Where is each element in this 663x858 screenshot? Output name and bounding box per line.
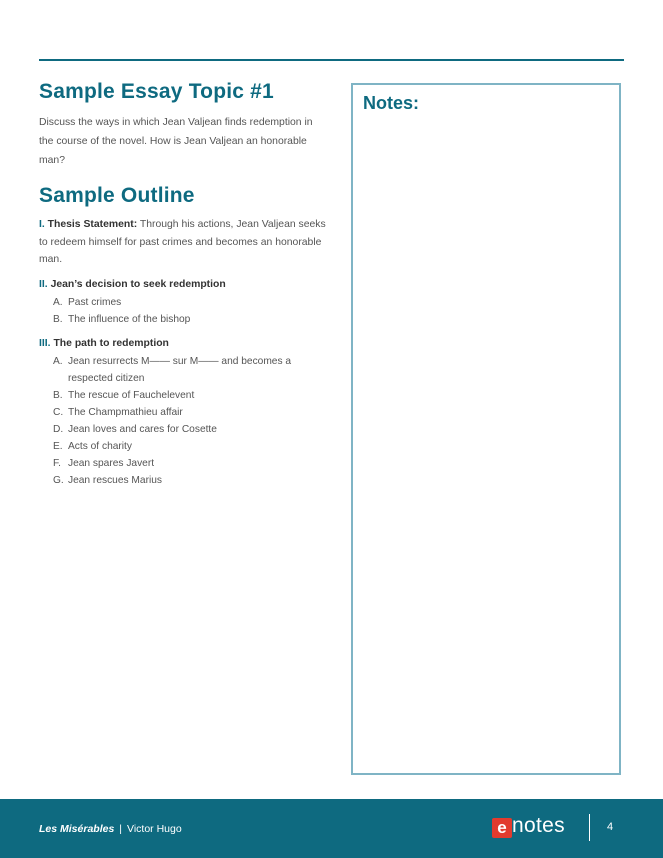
outline-items <box>39 294 329 328</box>
author-name: Victor Hugo <box>127 823 182 835</box>
outline-items <box>39 353 329 489</box>
section-number: III. <box>39 337 51 349</box>
book-title: Les Misérables <box>39 823 115 835</box>
list-item: A. Jean resurrects M—— sur M—— and becomes a respected citizen <box>53 355 292 384</box>
section-heading <box>39 278 329 292</box>
notes-title: Notes: <box>363 93 420 113</box>
footer <box>0 799 663 858</box>
list-item: F. Jean spares Javert <box>53 457 155 469</box>
notes-box <box>351 83 621 775</box>
page-number: 4 <box>607 821 614 833</box>
section-heading <box>39 337 329 351</box>
list-item: C. The Champmathieu affair <box>53 406 183 418</box>
footer-divider <box>589 814 590 841</box>
outline-title: Sample Outline <box>39 184 195 207</box>
footer-book-info <box>39 823 182 835</box>
list-item: B. The rescue of Fauchelevent <box>53 389 195 401</box>
list-item: B. The influence of the bishop <box>53 313 191 325</box>
section-heading-text: Jean’s decision to seek redemption <box>50 278 226 290</box>
section-number: II. <box>39 278 48 290</box>
thesis-text: Through his actions, Jean Valjean seeks to redeem himself for past crimes and becomes an honorable man. <box>39 219 326 265</box>
logo-e-icon: e <box>492 818 512 838</box>
list-item: G. Jean rescues Marius <box>53 474 162 486</box>
list-item: A. Past crimes <box>53 296 122 308</box>
footer-separator: | <box>119 823 123 835</box>
thesis-number: I. <box>39 219 45 230</box>
essay-topic-title: Sample Essay Topic #1 <box>39 80 274 103</box>
list-item: E. Acts of charity <box>53 440 132 452</box>
outline-section <box>39 278 329 328</box>
left-column <box>39 80 329 489</box>
outline-section <box>39 337 329 489</box>
thesis-label: Thesis Statement: <box>47 219 138 230</box>
thesis-statement <box>39 216 329 269</box>
section-heading-text: The path to redemption <box>53 337 169 349</box>
logo-text: notes <box>512 814 565 837</box>
top-divider <box>39 59 624 61</box>
list-item: D. Jean loves and cares for Cosette <box>53 423 217 435</box>
essay-topic-text: Discuss the ways in which Jean Valjean finds redemption in the course of the novel. How is Jean Valjean an honorable man? <box>39 117 313 166</box>
